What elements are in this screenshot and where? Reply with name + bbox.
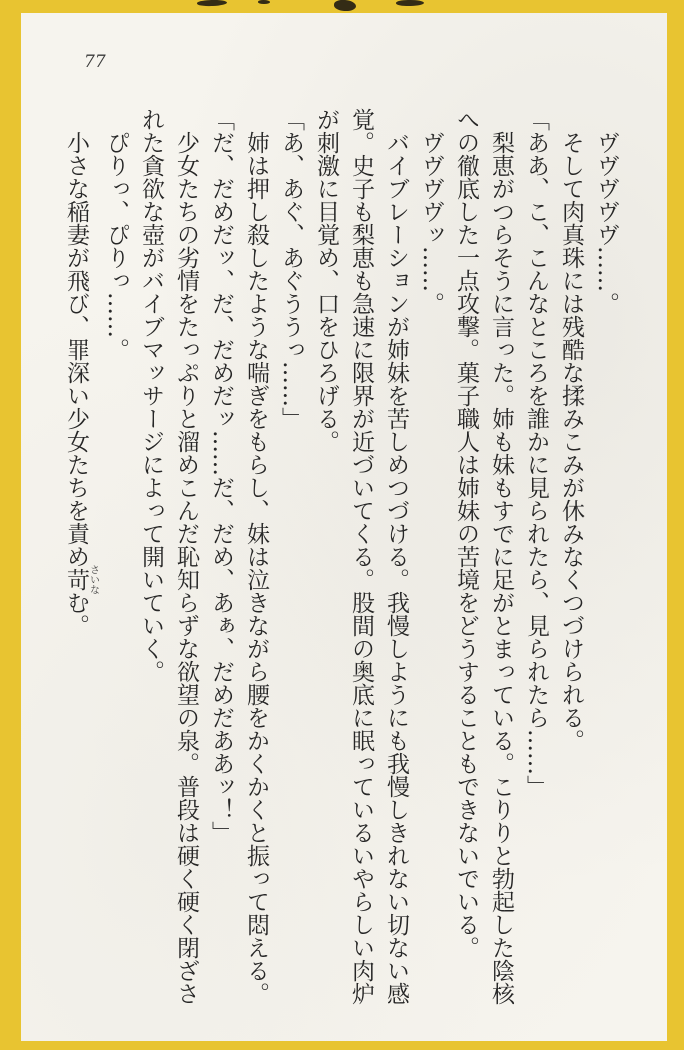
furigana: 苛さいな <box>63 564 99 595</box>
ink-smudge <box>258 0 270 4</box>
paragraph: そして肉真珠には残酷な揉みこみが休みなくつづけられる。 <box>558 131 584 752</box>
paragraph: 少女たちの劣情をたっぷりと溜めこんだ恥知らずな欲望の泉。普段は硬く硬く閉ざされた貪欲な壺がバイブマッサージによって開いていく。 <box>138 108 199 1005</box>
paragraph: 「あ、あぐ、あぐううっ……」 <box>278 108 304 430</box>
ink-smudge <box>334 0 357 12</box>
paragraph: 梨恵がつらそうに言った。姉も妹もすでに足がとまっている。こりりと勃起した陰核への徹底した一点攻撃。菓子職人は姉妹の苦境をどうすることもできないでいる。 <box>453 108 514 1005</box>
paragraph: バイブレーションが姉妹を苦しめつづける。我慢しようにも我慢しきれない切ない感覚。史子も梨恵も急速に限界が近づいてくる。股間の奥底に眠っているいやらしい肉炉が刺激に目覚め、口をひろげる。 <box>313 108 409 1005</box>
paragraph: ぴりっ、ぴりっ……。 <box>103 131 129 361</box>
page-number: 77 <box>84 52 106 72</box>
paragraph: 「ああ、こ、こんなところを誰かに見られたら、見られたら……」 <box>523 108 549 798</box>
paragraph: ヴヴヴヴヴ……。 <box>593 131 619 315</box>
ink-smudge <box>396 0 424 6</box>
ink-smudge <box>197 0 227 7</box>
book-page <box>21 13 667 1041</box>
paragraph: 「だ、だめだッ、だ、だめだッ……だ、だめ、あぁ、だめだああッ！」 <box>208 108 234 844</box>
text-block <box>57 108 623 1010</box>
paragraph: ヴヴヴヴッ……。 <box>418 131 444 315</box>
paragraph: 小さな稲妻が飛び、罪深い少女たちを責め苛さいなむ。 <box>63 131 99 637</box>
paragraph: 姉は押し殺したような喘ぎをもらし、妹は泣きながら腰をかくかくと振って悶える。 <box>243 131 269 1005</box>
